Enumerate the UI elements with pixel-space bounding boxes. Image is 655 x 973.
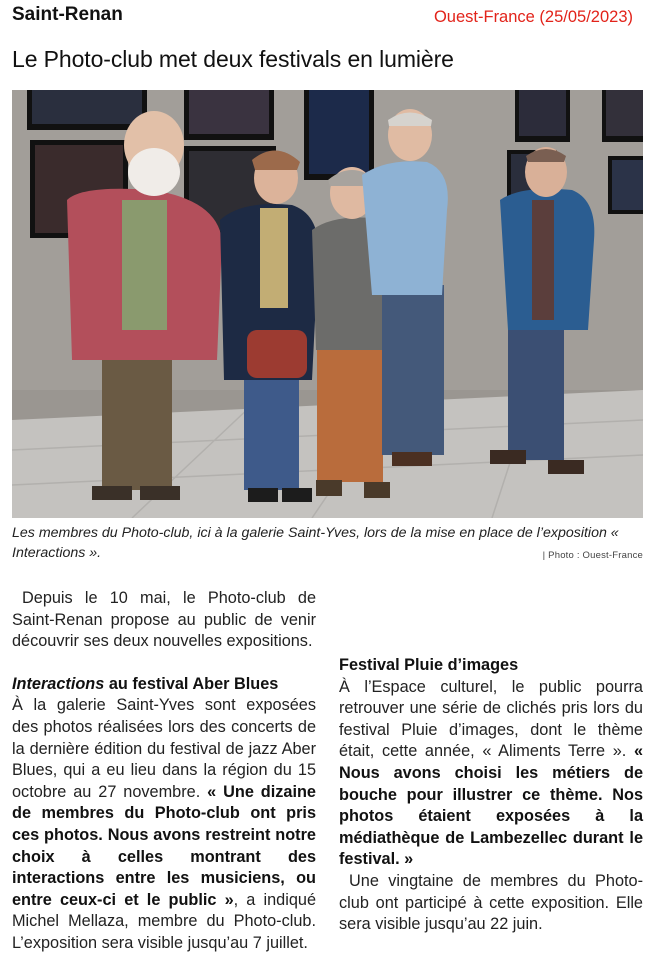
section-body-pluie-images — [339, 677, 643, 871]
section-body-text: À la galerie Saint-Yves sont exposées des photos réalisées lors des concerts de la dernière édition du festival de jazz Aber Blues, qui a eu lieu dans la région du 15 octobre au 27 novembre. — [12, 696, 316, 801]
headline: Le Photo-club met deux festivals en lumière — [12, 46, 454, 72]
photo-credit: | Photo : Ouest-France — [542, 550, 643, 561]
section-heading-italic: Interactions — [12, 674, 105, 693]
section2-body-text: À l’Espace culturel, le public pourra retrouver une série de clichés pris lors du festival Pluie d’images, dont le thème était, cette année, « Aliments Terre ». — [339, 677, 643, 761]
rubric: Saint-Renan — [12, 4, 123, 25]
article-column-right — [339, 640, 643, 936]
section-heading-aber-blues — [12, 674, 316, 696]
photo-caption: Les membres du Photo-club, ici à la galerie Saint-Yves, lors de la mise en place de l’exposition « Interactions ». — [12, 525, 619, 561]
group-photo — [12, 90, 643, 518]
section-body-aber-blues — [12, 695, 316, 954]
article-closing: Une vingtaine de membres du Photo-club ont participé à cette exposition. Elle sera visible jusqu’au 22 juin. — [339, 871, 643, 934]
section2-quote: « Nous avons choisi les métiers de bouche pour illustrer ce thème. Nos photos étaient exposées à la médiathèque de Lambezellec durant le festival. » — [339, 742, 643, 869]
section-heading-pluie-images: Festival Pluie d’images — [339, 656, 519, 674]
section-heading-rest: au festival Aber Blues — [104, 674, 279, 693]
article-column-left — [12, 588, 316, 955]
article-intro: Depuis le 10 mai, le Photo-club de Saint-Renan propose au public de venir découvrir ses deux nouvelles expositions. — [12, 589, 316, 651]
source-label: Ouest-France (25/05/2023) — [433, 8, 633, 26]
section-quote: « Une dizaine de membres du Photo-club ont pris ces photos. Nous avons restreint notre choix à celles montrant des interactions entre les musiciens, ou entre ceux-ci et le public » — [12, 782, 316, 909]
section-attribution: , a indiqué Michel Mellaza, membre du Photo-club. L’exposition sera visible jusqu’au 7 juillet. — [12, 890, 316, 952]
